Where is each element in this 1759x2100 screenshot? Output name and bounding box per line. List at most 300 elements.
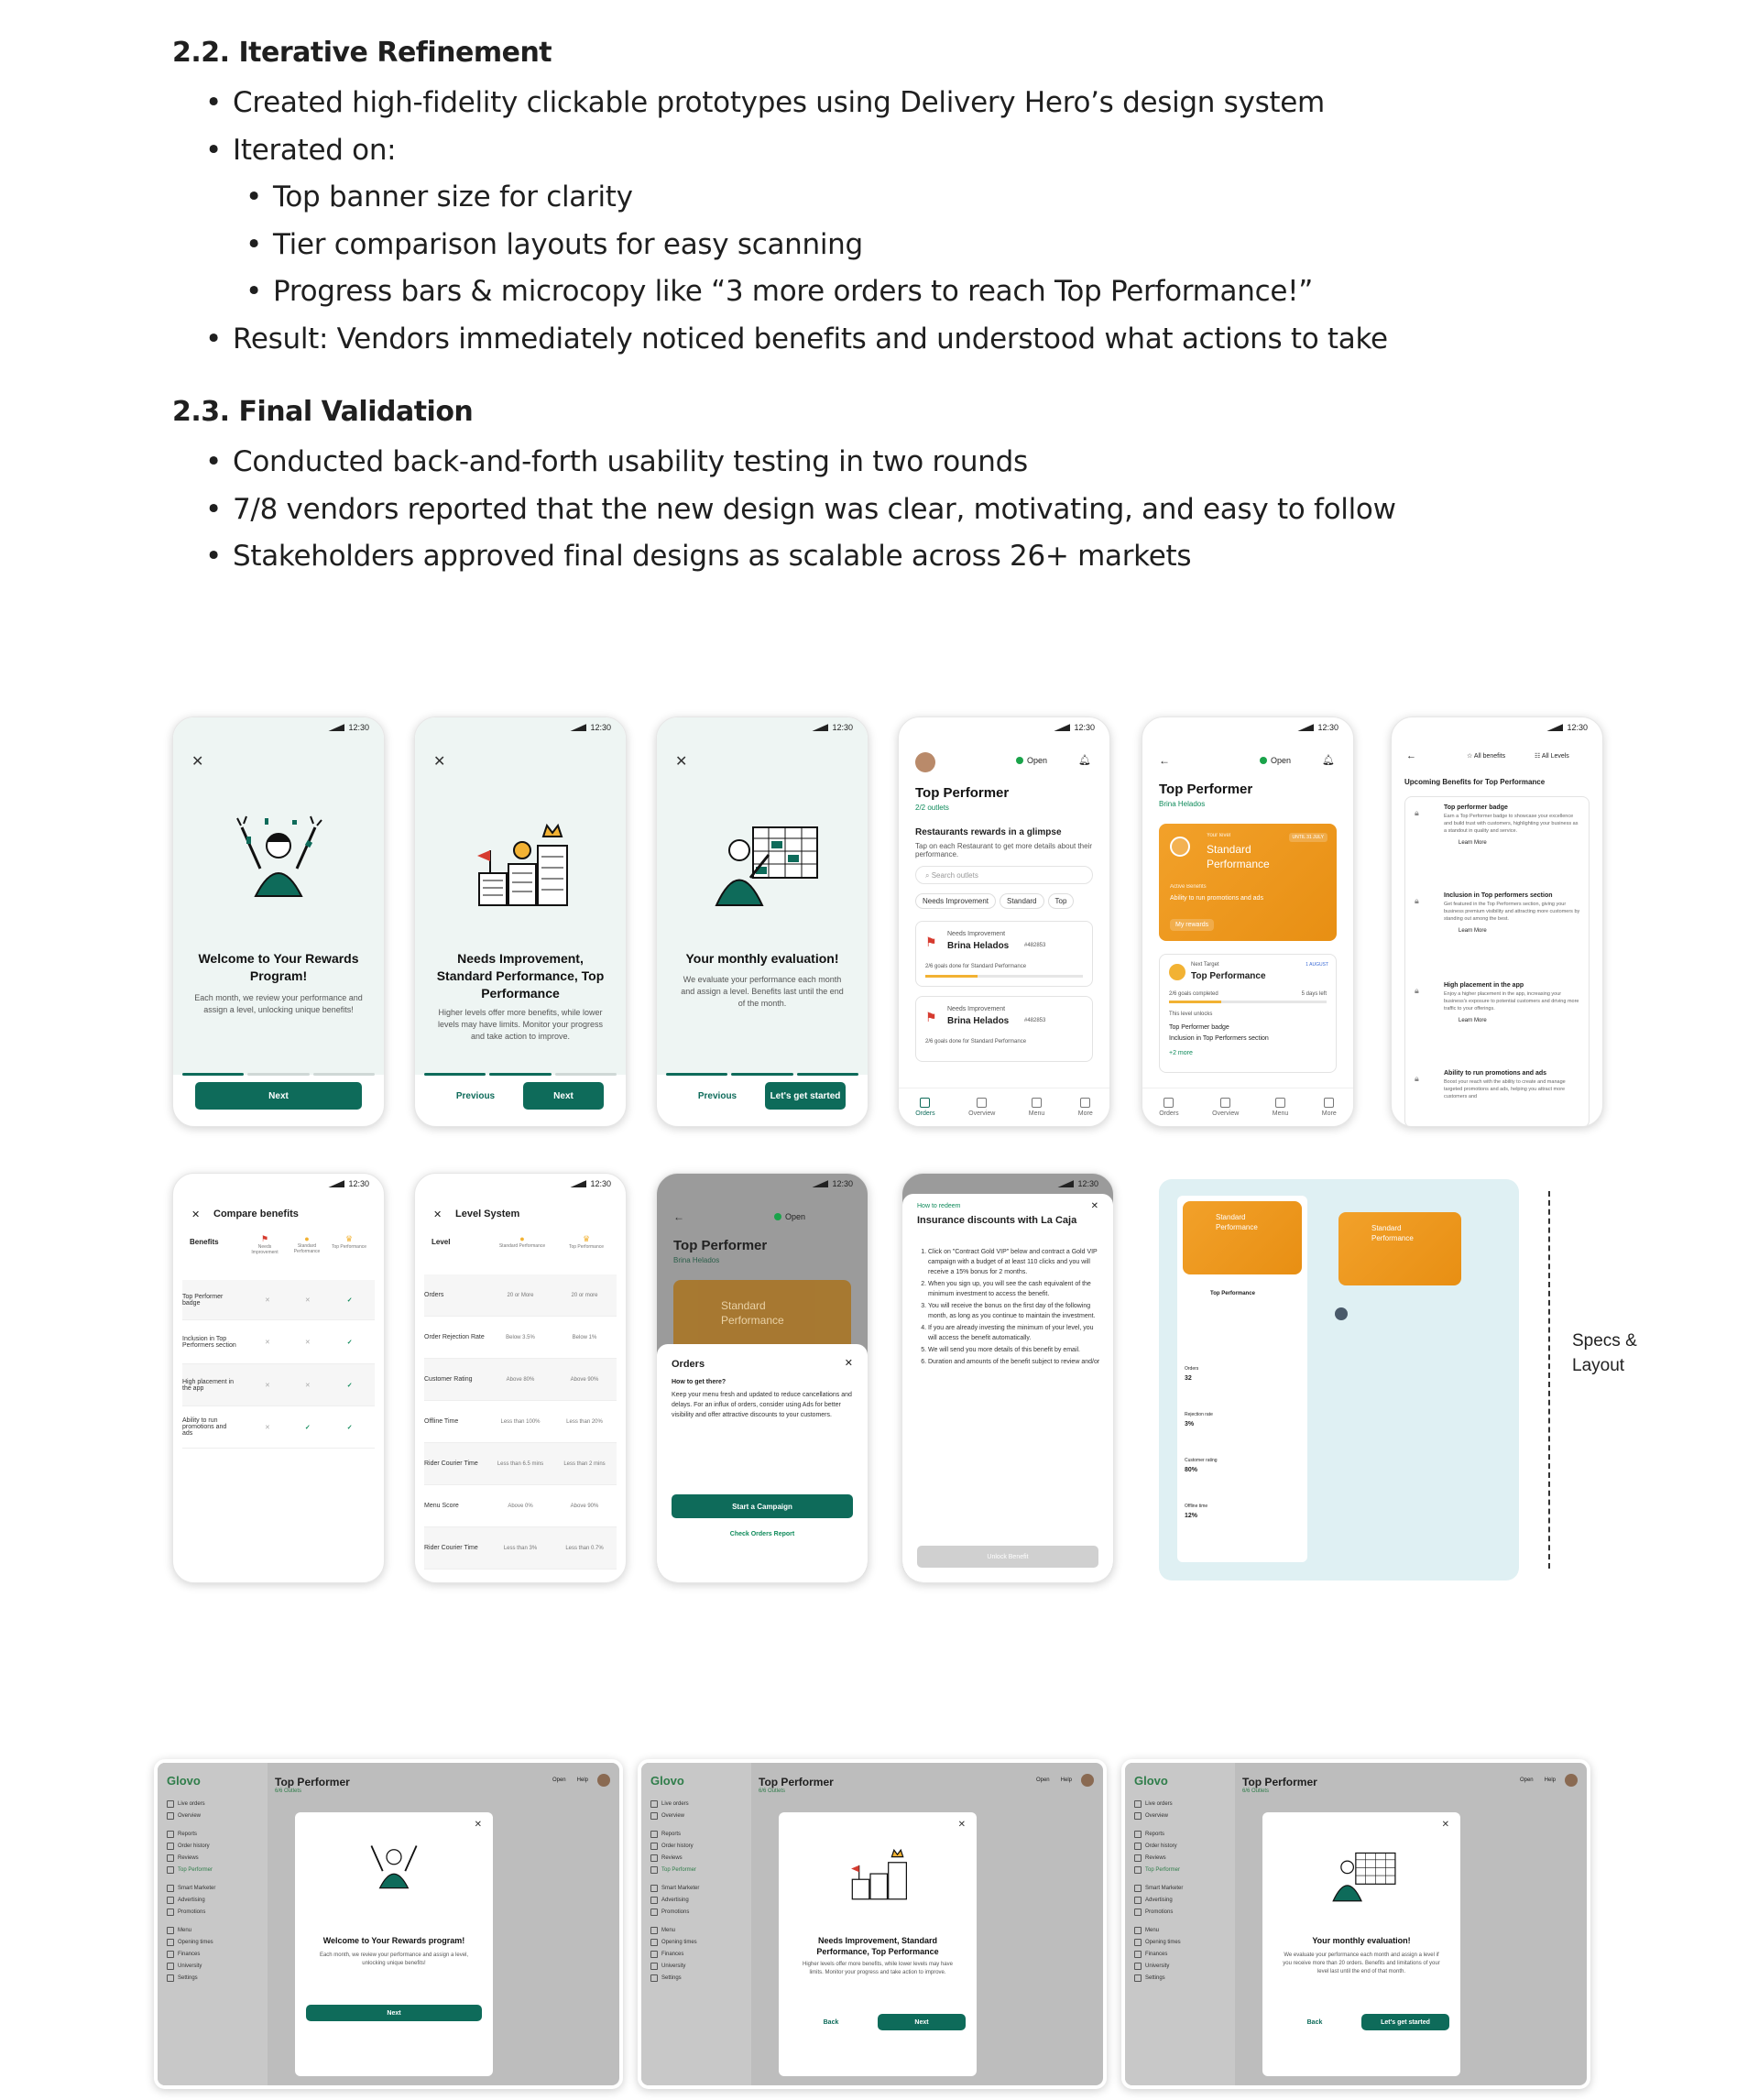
- redeem-step: 3. You will receive the bonus on the first day of the following month, as long as you continue to maintain the investment.: [928, 1301, 1100, 1321]
- sidebar-item[interactable]: Overview: [167, 1812, 258, 1820]
- close-icon[interactable]: ✕: [191, 1209, 201, 1220]
- page-title: Top Performer: [915, 785, 1010, 801]
- sidebar: [641, 1763, 751, 2085]
- signal-icon: [812, 1180, 828, 1187]
- level-name: Standard Performance: [721, 1299, 784, 1327]
- outlet-card[interactable]: [915, 996, 1093, 1062]
- level-name: Standard Performance: [1207, 843, 1270, 870]
- benefits-list: [1404, 796, 1590, 1127]
- sidebar-items: [167, 1800, 258, 1982]
- card-level: Needs Improvement: [947, 1006, 1006, 1012]
- page-title: Level System: [455, 1209, 520, 1220]
- column-label: Top Performance: [568, 1244, 605, 1250]
- status-dot-icon: [1016, 757, 1023, 764]
- status-bar: [1392, 717, 1602, 738]
- sheet-title: Insurance discounts with La Caja: [917, 1215, 1077, 1226]
- signal-icon: [1057, 1180, 1074, 1187]
- metric-value: 3%: [1185, 1421, 1195, 1427]
- status-bar: [415, 1174, 626, 1194]
- previous-button[interactable]: Previous: [433, 1082, 518, 1110]
- sidebar-item[interactable]: Reviews: [1134, 1854, 1226, 1862]
- back-arrow-icon[interactable]: ←: [1159, 754, 1170, 767]
- nav-label: Orders: [1159, 1110, 1179, 1117]
- open-status[interactable]: [1260, 756, 1291, 765]
- learn-more-link[interactable]: Learn More: [1459, 928, 1487, 934]
- bullet: • Created high-fidelity clickable prototypes using Delivery Hero’s design system: [205, 80, 1546, 127]
- benefit-name: Ability to run promotions and ads: [1444, 1070, 1546, 1077]
- table-row: [424, 1317, 617, 1359]
- flag-icon: ⚑: [260, 1234, 269, 1243]
- sidebar-item[interactable]: Order history: [1134, 1843, 1226, 1850]
- status-time: 12:30: [1074, 723, 1095, 732]
- search-icon: ⌕: [925, 871, 932, 880]
- spec-level-card: [1338, 1212, 1461, 1285]
- close-icon[interactable]: ✕: [1441, 1820, 1449, 1830]
- row-label: Offline Time: [424, 1418, 459, 1425]
- column-header: [490, 1234, 554, 1249]
- outlet-card[interactable]: [915, 921, 1093, 987]
- desktop-levels-modal: [638, 1759, 1107, 2089]
- back-button[interactable]: Back: [1273, 2014, 1356, 2030]
- bullet: • Result: Vendors immediately noticed benefits and understood what actions to take: [205, 316, 1546, 364]
- sidebar-item[interactable]: Finances: [1134, 1951, 1226, 1958]
- row-label: Orders: [424, 1292, 444, 1298]
- metric-label: Rejection rate: [1185, 1412, 1213, 1417]
- section-title: Upcoming Benefits for Top Performance: [1404, 778, 1546, 786]
- unlock-item: Inclusion in Top Performers section: [1169, 1035, 1269, 1042]
- sidebar-item[interactable]: Menu: [1134, 1927, 1226, 1934]
- vendor-selector[interactable]: Brina Helados: [1159, 800, 1206, 808]
- lock-icon: 🔒︎: [1415, 896, 1419, 905]
- nav-more[interactable]: [1078, 1098, 1093, 1117]
- menu-icon: [1032, 1098, 1042, 1108]
- unlock-benefit-button[interactable]: Unlock Benefit: [917, 1546, 1098, 1568]
- benefit-name: Top performer badge: [1444, 804, 1508, 811]
- card-name: Brina Helados: [947, 1016, 1010, 1026]
- close-icon[interactable]: ✕: [433, 754, 446, 770]
- phone-onboarding-levels: [414, 716, 627, 1127]
- tab-top[interactable]: Top: [1048, 893, 1075, 909]
- phone-onboarding-evaluation: [656, 716, 869, 1127]
- status-bar: [657, 1174, 868, 1194]
- cell-value: Above 0%: [508, 1503, 533, 1509]
- lock-icon: 🔒︎: [1415, 1074, 1419, 1083]
- redeem-step: 1. Click on "Contract Gold VIP" below and contract a Gold VIP campaign with a budget of at least 110 clicks and you will receive a 15% bonus for 2 months.: [928, 1247, 1100, 1277]
- help-link[interactable]: Help: [1060, 1777, 1072, 1783]
- table-row: [182, 1320, 375, 1364]
- section-title-final-validation: 2.3. Final Validation: [172, 396, 474, 428]
- open-status[interactable]: Open: [1519, 1777, 1534, 1783]
- redeem-step: 6. Duration and amounts of the benefit subject to review and/or: [928, 1357, 1100, 1367]
- close-icon[interactable]: ✕: [957, 1820, 966, 1830]
- sidebar-item[interactable]: Smart Marketer: [167, 1885, 258, 1892]
- bell-icon[interactable]: 🔔︎: [1078, 755, 1091, 766]
- goals-completed: 2/6 goals completed: [1169, 991, 1218, 997]
- sidebar-item[interactable]: Finances: [650, 1951, 742, 1958]
- sidebar-item[interactable]: Smart Marketer: [650, 1885, 742, 1892]
- lets-get-started-button[interactable]: Let's get started: [765, 1082, 846, 1110]
- avatar[interactable]: [1081, 1774, 1094, 1787]
- metric-value: 80%: [1185, 1467, 1198, 1473]
- onboarding-title: Welcome to Your Rewards Program!: [198, 951, 359, 983]
- onboarding-title: Your monthly evaluation!: [685, 951, 839, 966]
- sidebar-item[interactable]: Live orders: [1134, 1800, 1226, 1808]
- onboarding-modal: [779, 1812, 977, 2076]
- outlets-selector[interactable]: 6/6 Outlets: [1242, 1788, 1270, 1794]
- card-id: #482853: [1024, 1018, 1046, 1023]
- sidebar-item[interactable]: Opening times: [650, 1939, 742, 1946]
- my-rewards-button[interactable]: My rewards: [1170, 919, 1214, 931]
- column-header: [554, 1234, 618, 1250]
- metric-label: Customer rating: [1185, 1458, 1218, 1463]
- check-icon: ✓: [346, 1339, 353, 1346]
- orders-icon: [1164, 1098, 1174, 1108]
- help-link[interactable]: Help: [576, 1777, 588, 1783]
- bottom-nav: [1142, 1088, 1353, 1126]
- sidebar: [158, 1763, 268, 2085]
- close-icon[interactable]: ✕: [433, 1209, 442, 1220]
- cell-value: 20 or More: [507, 1292, 534, 1298]
- next-button[interactable]: Next: [523, 1082, 604, 1110]
- sheet-title: Orders: [672, 1359, 705, 1370]
- status-time: 12:30: [348, 723, 369, 732]
- sub-bullet: • Tier comparison layouts for easy scanning: [246, 222, 1546, 269]
- metric-label: Orders: [1185, 1366, 1199, 1372]
- status-bar: [657, 717, 868, 738]
- sidebar-item[interactable]: Promotions: [167, 1909, 258, 1916]
- lock-icon: 🔒︎: [1415, 808, 1419, 817]
- status-time: 12:30: [1567, 723, 1588, 732]
- desktop-welcome-modal: [154, 1759, 623, 2089]
- crown-icon: ♛: [344, 1234, 354, 1243]
- header-actions: [1520, 1777, 1556, 1783]
- open-status[interactable]: Open: [552, 1777, 566, 1783]
- sidebar-item[interactable]: University: [650, 1963, 742, 1970]
- search-input[interactable]: [915, 866, 1093, 884]
- open-status[interactable]: [774, 1212, 805, 1221]
- sub-bullet-list: [246, 174, 1546, 316]
- all-benefits-tab[interactable]: ☆ All benefits: [1467, 753, 1506, 760]
- cell-value: Less than 3%: [503, 1545, 538, 1551]
- sidebar-item[interactable]: Reports: [167, 1831, 258, 1838]
- level-card-dimmed: [673, 1280, 851, 1353]
- sidebar-item[interactable]: Reports: [1134, 1831, 1226, 1838]
- sidebar-item[interactable]: Menu: [650, 1927, 742, 1934]
- sidebar-item[interactable]: Promotions: [650, 1909, 742, 1916]
- column-header: [329, 1234, 369, 1250]
- status-time: 12:30: [1317, 723, 1338, 732]
- benefit-item: [1413, 982, 1581, 1023]
- sidebar-item[interactable]: University: [1134, 1963, 1226, 1970]
- label-line: Specs &: [1572, 1331, 1637, 1351]
- spec-screen: [1177, 1196, 1307, 1562]
- signal-icon: [328, 724, 344, 731]
- sidebar-item[interactable]: Top Performer: [650, 1866, 742, 1874]
- avatar[interactable]: [1565, 1774, 1578, 1787]
- tab-label: All Levels: [1541, 753, 1569, 760]
- sidebar-item[interactable]: Live orders: [167, 1800, 258, 1808]
- phone-onboarding-welcome: [172, 716, 385, 1127]
- sidebar-item[interactable]: Advertising: [1134, 1897, 1226, 1904]
- more-link[interactable]: +2 more: [1169, 1050, 1193, 1056]
- redeem-step: 4. If you are already investing the minimum of your level, you will access the benefit automatically.: [928, 1323, 1100, 1343]
- section-description: Tap on each Restaurant to get more details about their performance.: [915, 842, 1093, 859]
- level-card: [1183, 1201, 1302, 1274]
- cell-value: Above 90%: [570, 1503, 599, 1509]
- nav-orders[interactable]: [915, 1098, 934, 1117]
- close-icon[interactable]: ✕: [1090, 1201, 1098, 1211]
- next-target-label: Next Target: [1191, 962, 1219, 968]
- phone-top-performer-home: [898, 716, 1110, 1127]
- row-label: Rider Courier Time: [424, 1545, 478, 1551]
- status-bar: [902, 1174, 1113, 1194]
- level-buildings-illustration: [461, 800, 580, 919]
- desktop-evaluation-modal: [1121, 1759, 1590, 2089]
- benefit-desc: Earn a Top Performer badge to showcase your excellence and build trust with customers, highlighting your business as a standout in quality and service.: [1444, 814, 1579, 834]
- nav-more[interactable]: [1322, 1098, 1337, 1117]
- check-orders-report-link[interactable]: Check Orders Report: [729, 1531, 795, 1537]
- nav-menu[interactable]: [1029, 1098, 1045, 1117]
- evaluation-illustration: [703, 800, 822, 919]
- header-actions: [552, 1777, 588, 1783]
- bullet: • 7/8 vendors reported that the new design was clear, motivating, and easy to follow: [205, 487, 1546, 534]
- column-header: Level: [432, 1238, 451, 1246]
- glovo-logo: Glovo: [650, 1774, 684, 1788]
- status-dot-icon: [774, 1213, 781, 1220]
- sidebar-item[interactable]: Advertising: [650, 1897, 742, 1904]
- sidebar-item[interactable]: Live orders: [650, 1800, 742, 1808]
- level-buildings-illustration: [841, 1834, 914, 1908]
- status-dot-icon: [1260, 757, 1267, 764]
- modal-description: Higher levels offer more benefits, while lower levels may have limits. Monitor your progress and take action to improve.: [803, 1962, 953, 1975]
- back-arrow-icon[interactable]: ←: [673, 1210, 684, 1223]
- tab-needs-improvement[interactable]: Needs Improvement: [915, 893, 996, 909]
- row-label: Ability to run promotions and ads: [182, 1417, 227, 1437]
- flag-icon: ⚑: [925, 935, 937, 949]
- sidebar-item[interactable]: Top Performer: [167, 1866, 258, 1874]
- outlets-selector[interactable]: 6/6 Outlets: [759, 1788, 786, 1794]
- sidebar-item[interactable]: University: [167, 1963, 258, 1970]
- specs-layout-label: [1572, 1329, 1637, 1378]
- learn-more-link[interactable]: Learn More: [1459, 840, 1487, 846]
- previous-button[interactable]: Previous: [675, 1082, 759, 1110]
- open-status[interactable]: Open: [1035, 1777, 1050, 1783]
- current-level-card: [1159, 824, 1337, 941]
- phone-orders-sheet: [656, 1173, 869, 1583]
- nav-orders[interactable]: [1159, 1098, 1178, 1117]
- open-label: Open: [1027, 756, 1048, 765]
- modal-description: We evaluate your performance each month and assign a level if you receive more than 20 orders. Benefits and limitations of your level last until the end of that month.: [1283, 1952, 1440, 1974]
- onboarding-description: Each month, we review your performance and assign a level, unlocking unique benefits!: [194, 993, 363, 1014]
- page-title: Top Performer: [275, 1776, 350, 1788]
- signal-icon: [1297, 724, 1314, 731]
- table-row: [424, 1485, 617, 1527]
- sidebar-item[interactable]: Top Performer: [1134, 1866, 1226, 1874]
- cell-value: Less than 20%: [566, 1418, 603, 1425]
- nav-label: Overview: [1212, 1110, 1240, 1117]
- all-levels-tab[interactable]: ☷ All Levels: [1535, 753, 1569, 760]
- glovo-logo: Glovo: [1134, 1774, 1168, 1788]
- phone-level-system: [414, 1173, 627, 1583]
- column-label: Top Performance: [331, 1244, 367, 1250]
- outlets-selector[interactable]: 6/6 Outlets: [275, 1788, 302, 1794]
- column-label: Standard Performance: [293, 1243, 321, 1254]
- help-link[interactable]: Help: [1544, 1777, 1556, 1783]
- column-label: Needs Improvement: [251, 1244, 279, 1255]
- nav-menu[interactable]: [1273, 1098, 1289, 1117]
- page-title: Top Performer: [759, 1776, 834, 1788]
- close-icon[interactable]: ✕: [474, 1820, 482, 1830]
- redeem-steps: [928, 1247, 1100, 1369]
- avatar[interactable]: [597, 1774, 610, 1787]
- page-title: Compare benefits: [213, 1209, 299, 1220]
- more-icon: [1080, 1098, 1090, 1108]
- learn-more-link[interactable]: Learn More: [1459, 1018, 1487, 1023]
- sidebar-item[interactable]: Reviews: [650, 1854, 742, 1862]
- nav-overview[interactable]: [968, 1098, 995, 1117]
- next-button[interactable]: Next: [306, 2005, 482, 2021]
- bullet: [205, 127, 1546, 316]
- bottom-sheet: [902, 1194, 1113, 1582]
- level-badge-icon: [1170, 837, 1190, 857]
- phone-how-to-redeem: [901, 1173, 1114, 1583]
- medal-icon: ●: [519, 1234, 525, 1243]
- row-label: Customer Rating: [424, 1376, 473, 1383]
- metric-label: Offline time: [1185, 1504, 1208, 1509]
- sidebar-item[interactable]: Promotions: [1134, 1909, 1226, 1916]
- onboarding-progress: [182, 1073, 375, 1076]
- column-label: Standard Performance: [498, 1243, 546, 1249]
- next-button[interactable]: Next: [195, 1082, 362, 1110]
- sidebar-item[interactable]: Settings: [650, 1974, 742, 1982]
- sidebar-item[interactable]: Overview: [1134, 1812, 1226, 1820]
- row-label: Top Performer badge: [182, 1293, 224, 1307]
- outlets-selector[interactable]: 2/2 outlets: [915, 804, 949, 812]
- status-time: 12:30: [1077, 1179, 1098, 1188]
- modal-title: Needs Improvement, Standard Performance, Top Performance: [816, 1936, 939, 1956]
- bottom-sheet: [657, 1344, 868, 1582]
- signal-icon: [1546, 724, 1563, 731]
- until-badge: UNTIL 31 JULY: [1289, 833, 1327, 842]
- level-tabs: [915, 893, 1074, 909]
- signal-icon: [812, 724, 828, 731]
- trophy-icon: [1169, 964, 1185, 980]
- evaluation-illustration: [1325, 1836, 1398, 1909]
- card-name: Brina Helados: [947, 941, 1010, 951]
- sidebar-item[interactable]: Order history: [167, 1843, 258, 1850]
- cell-value: Less than 6.5 mins: [497, 1460, 544, 1467]
- vendor-selector[interactable]: Brina Helados: [673, 1256, 720, 1264]
- search-placeholder: Search outlets: [931, 871, 978, 880]
- metric-value: 32: [1185, 1375, 1192, 1382]
- sidebar-item[interactable]: Advertising: [167, 1897, 258, 1904]
- avatar[interactable]: [915, 752, 935, 772]
- back-arrow-icon[interactable]: ←: [1406, 750, 1416, 761]
- sidebar-item[interactable]: Reviews: [167, 1854, 258, 1862]
- active-benefit: Ability to run promotions and ads: [1170, 895, 1263, 902]
- header-actions: [1036, 1777, 1072, 1783]
- cell-value: Above 90%: [570, 1376, 599, 1383]
- sidebar-item[interactable]: Order history: [650, 1843, 742, 1850]
- benefit-item: [1413, 804, 1581, 846]
- glovo-logo: Glovo: [167, 1774, 201, 1788]
- column-header: Benefits: [190, 1238, 219, 1246]
- status-bar: [173, 1174, 384, 1194]
- metric-value: 12%: [1185, 1513, 1198, 1519]
- sidebar-item[interactable]: Opening times: [167, 1939, 258, 1946]
- bullet: • Stakeholders approved final designs as scalable across 26+ markets: [205, 533, 1546, 581]
- unlocks-label: This level unlocks: [1169, 1012, 1213, 1017]
- onboarding-progress: [666, 1073, 858, 1076]
- nav-overview[interactable]: [1212, 1098, 1239, 1117]
- cross-icon: ✕: [265, 1296, 270, 1304]
- page-title: Top Performer: [1242, 1776, 1317, 1788]
- nav-label: Overview: [968, 1110, 996, 1117]
- table-row: [424, 1359, 617, 1401]
- sidebar-item[interactable]: Settings: [167, 1974, 258, 1982]
- back-button[interactable]: Back: [790, 2014, 872, 2030]
- table-row: [182, 1406, 375, 1449]
- crown-icon: ♛: [582, 1234, 591, 1243]
- sidebar-item[interactable]: Smart Marketer: [1134, 1885, 1226, 1892]
- benefit-name: Inclusion in Top performers section: [1444, 892, 1553, 899]
- signal-icon: [328, 1180, 344, 1187]
- card-goals: 2/6 goals done for Standard Performance: [925, 964, 1027, 969]
- status-bar: [173, 717, 384, 738]
- cross-icon: ✕: [265, 1382, 270, 1389]
- tab-standard[interactable]: Standard: [1000, 893, 1043, 909]
- close-icon[interactable]: ✕: [675, 754, 688, 770]
- modal-description: Each month, we review your performance and assign a level, unlocking unique benefits!: [319, 1952, 469, 1966]
- days-left: 5 days left: [1301, 991, 1327, 997]
- status-bar: [1142, 717, 1353, 738]
- next-button[interactable]: Next: [878, 2014, 966, 2030]
- sidebar-item[interactable]: Overview: [650, 1812, 742, 1820]
- lock-icon: 🔒︎: [1415, 986, 1419, 995]
- modal-title: Welcome to Your Rewards program!: [322, 1936, 465, 1945]
- nav-label: More: [1077, 1110, 1093, 1117]
- card-level: Needs Improvement: [947, 931, 1006, 937]
- table-row: [182, 1364, 375, 1406]
- close-icon[interactable]: ✕: [191, 754, 204, 770]
- signal-icon: [1054, 724, 1070, 731]
- onboarding-progress: [424, 1073, 617, 1076]
- modal-title: Your monthly evaluation!: [1312, 1936, 1411, 1945]
- row-label: Rider Courier Time: [424, 1460, 478, 1467]
- start-campaign-button[interactable]: Start a Campaign: [672, 1494, 853, 1518]
- sidebar-item[interactable]: Opening times: [1134, 1939, 1226, 1946]
- status-bar: [415, 717, 626, 738]
- close-icon[interactable]: ✕: [844, 1358, 853, 1369]
- sidebar-item[interactable]: Menu: [167, 1927, 258, 1934]
- column-header: [287, 1234, 327, 1254]
- cross-icon: ✕: [304, 1296, 311, 1304]
- case-study-text: [172, 37, 1546, 581]
- sidebar-item[interactable]: Settings: [1134, 1974, 1226, 1982]
- bell-icon[interactable]: 🔔︎: [1322, 755, 1335, 766]
- page-title: Top Performer: [1159, 782, 1253, 797]
- check-icon: ✓: [346, 1296, 353, 1304]
- sidebar-item[interactable]: Reports: [650, 1831, 742, 1838]
- nav-label: More: [1321, 1110, 1337, 1117]
- phone-top-performer-detail: [1142, 716, 1354, 1127]
- sidebar-item[interactable]: Finances: [167, 1951, 258, 1958]
- lets-get-started-button[interactable]: Let's get started: [1361, 2014, 1449, 2030]
- tab-label: All benefits: [1473, 753, 1506, 760]
- check-icon: ✓: [304, 1424, 311, 1431]
- dimension-line: [1548, 1191, 1550, 1569]
- open-status[interactable]: [1016, 756, 1047, 765]
